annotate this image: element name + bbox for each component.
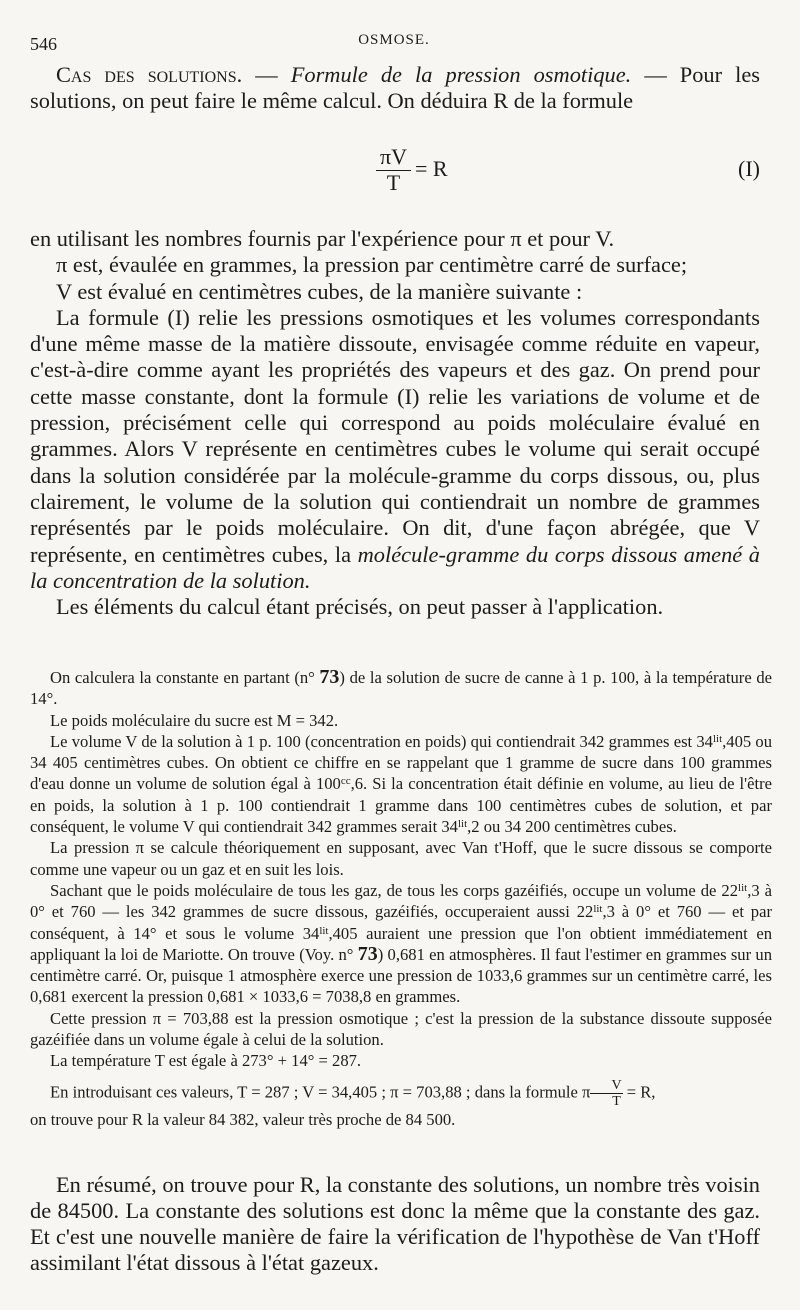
page-number: 546 bbox=[30, 34, 57, 54]
calculation-block bbox=[30, 667, 772, 1130]
lit-sup: lit bbox=[738, 881, 748, 894]
calc-paragraph-7: La température T est égale à 273° + 14° = 287. bbox=[50, 1051, 362, 1071]
inline-denominator: T bbox=[612, 1093, 621, 1109]
lit-sup: lit bbox=[712, 732, 723, 745]
calc-5c: ,3 à 0° et 760 — et par conséquent, à 14° et sous le volume 34 bbox=[30, 902, 772, 943]
ref-73: 73 bbox=[319, 666, 340, 688]
calc-5e: ) 0,681 en atmosphères. Il faut l'estimer en grammes sur un centimètre carré. Or, puisque 1 atmosphère exerce une pression de 1033,6 grammes sur un centimètre carré, les 0,681 exercent la pression 0,681 × 1033,6 = 7038,8 en grammes. bbox=[30, 944, 772, 1007]
inline-fraction bbox=[590, 1078, 622, 1109]
calc-paragraph-8 bbox=[30, 1078, 772, 1109]
lit-sup: lit bbox=[593, 903, 603, 916]
formula-I bbox=[30, 140, 760, 200]
section-intro bbox=[30, 62, 760, 115]
calc-3b: ,405 ou 34 405 centimètres cubes. On obtient ce chiffre en se rappelant que 1 gramme de sucre dans 100 grammes d'eau donne un volume de solution égal à 100 bbox=[30, 731, 772, 794]
paragraph-2: π est, évaulée en grammes, la pression par centimètre carré de surface; bbox=[56, 252, 688, 278]
paragraph-1: en utilisant les nombres fournis par l'expérience pour π et pour V. bbox=[30, 226, 615, 251]
ref-73: 73 bbox=[357, 942, 378, 965]
paragraph-5: Les éléments du calcul étant précisés, on peut passer à l'application. bbox=[56, 594, 664, 620]
paragraph-4-italic: molécule-gramme du corps dissous amené à la concentration de la solution. bbox=[30, 541, 760, 593]
main-text bbox=[30, 226, 760, 620]
calc-5b: ,3 à 0° et 760 — les 342 grammes de sucre dissous, gazéifiés, occuperaient aussi 22 bbox=[30, 880, 772, 922]
calc-paragraph-5 bbox=[30, 880, 772, 1008]
paragraph-4-main: La formule (I) relie les pressions osmotiques et les volumes correspondants d'une même masse de la matière dissoute, envisagée comme réduite en vapeur, c'est-à-dire comme ayant les propriétés des vapeurs et des gaz. On prend pour cette masse constante, dont la formule (I) relie les variations de volume et de pression, précisément celle qui correspond au poids moléculaire évalué en grammes. Alors V représente en centimètres cubes le volume qui serait occupé dans la solution considérée par la molécule-gramme du corps dissous, ou, plus clairement, le volume de la solution qui contiendrait un nombre de grammes représentés par le poids moléculaire. On dit, d'une façon abrégée, que V représente, en centimètres cubes, la bbox=[30, 304, 760, 567]
calc-5d: ,405 auraient une pression que l'on obtient immédiatement en appliquant la loi de Mariotte. On trouve (Voy. n° bbox=[30, 923, 773, 964]
calc-3d: ,2 ou 34 200 centimètres cubes. bbox=[467, 817, 677, 837]
calc-3c: ,6. Si la concentration était définie en volume, au lieu de l'être en poids, la solution à 1 p. 100 contiendrait 1 gramme dans 100 centimètres cubes de solution, et par conséquent, le volume V qui contiendrait 342 grammes serait 34 bbox=[30, 774, 772, 837]
calc-paragraph-6: Cette pression π = 703,88 est la pression osmotique ; c'est la pression de la substance dissoute supposée gazéifiée dans un volume égale à celui de la solution. bbox=[30, 1008, 772, 1050]
paragraph-4 bbox=[30, 305, 760, 594]
calc-paragraph-1 bbox=[30, 667, 772, 710]
lit-sup: lit bbox=[457, 818, 468, 831]
inline-numerator: V bbox=[590, 1078, 622, 1094]
formula-fraction bbox=[376, 144, 411, 195]
calc-8b: = R, bbox=[622, 1081, 656, 1101]
calc-1b: ) de la solution de sucre de canne à 1 p. 100, à la température de 14°. bbox=[30, 668, 772, 709]
cc-sup: cc bbox=[340, 775, 351, 788]
calc-8a: En introduisant ces valeurs, T = 287 ; V = 34,405 ; π = 703,88 ; dans la formule π bbox=[50, 1081, 591, 1101]
calc-paragraph-3 bbox=[30, 731, 772, 837]
calc-paragraph-4: La pression π se calcule théoriquement en supposant, avec Van t'Hoff, que le sucre dissous se comporte comme une vapeur ou un gaz et en suit les lois. bbox=[30, 838, 772, 879]
formula-denominator: T bbox=[386, 170, 401, 195]
intro-sentence: Pour les solutions, on peut faire le même calcul. On déduira R de la formule bbox=[30, 62, 760, 114]
calc-3a: Le volume V de la solution à 1 p. 100 (concentration en poids) qui contiendrait 342 grammes est 34 bbox=[50, 731, 713, 751]
calc-1a: On calculera la constante en partant (n° bbox=[50, 668, 320, 687]
calc-paragraph-9: on trouve pour R la valeur 84 382, valeur très proche de 84 500. bbox=[30, 1109, 456, 1129]
dash-1: — bbox=[242, 62, 291, 87]
running-title: OSMOSE. bbox=[358, 32, 430, 48]
calc-paragraph-2: Le poids moléculaire du sucre est M = 342. bbox=[50, 710, 339, 730]
case-label: Cas des solutions. bbox=[56, 62, 243, 87]
calc-5a: Sachant que le poids moléculaire de tous les gaz, de tous les corps gazéifiés, occupe un volume de 22 bbox=[50, 880, 739, 900]
dash-2: — bbox=[631, 62, 680, 87]
formula-numerator: πV bbox=[376, 144, 411, 171]
formula-tag: (I) bbox=[738, 156, 760, 181]
page-header bbox=[30, 30, 758, 54]
conclusion-paragraph: En résumé, on trouve pour R, la constante des solutions, un nombre très voisin de 84500. La constante des solutions est donc la même que la constante des gaz. Et c'est une nouvelle manière de faire la vérification de l'hypothèse de Van t'Hoff assimilant l'état dissous à l'état gazeux. bbox=[30, 1172, 760, 1275]
conclusion-block bbox=[30, 1172, 760, 1276]
formula-rhs: = R bbox=[415, 156, 448, 181]
section-heading: Formule de la pression osmotique. bbox=[290, 62, 632, 87]
lit-sup: lit bbox=[319, 924, 329, 937]
paragraph-3: V est évalué en centimètres cubes, de la manière suivante : bbox=[56, 278, 583, 304]
